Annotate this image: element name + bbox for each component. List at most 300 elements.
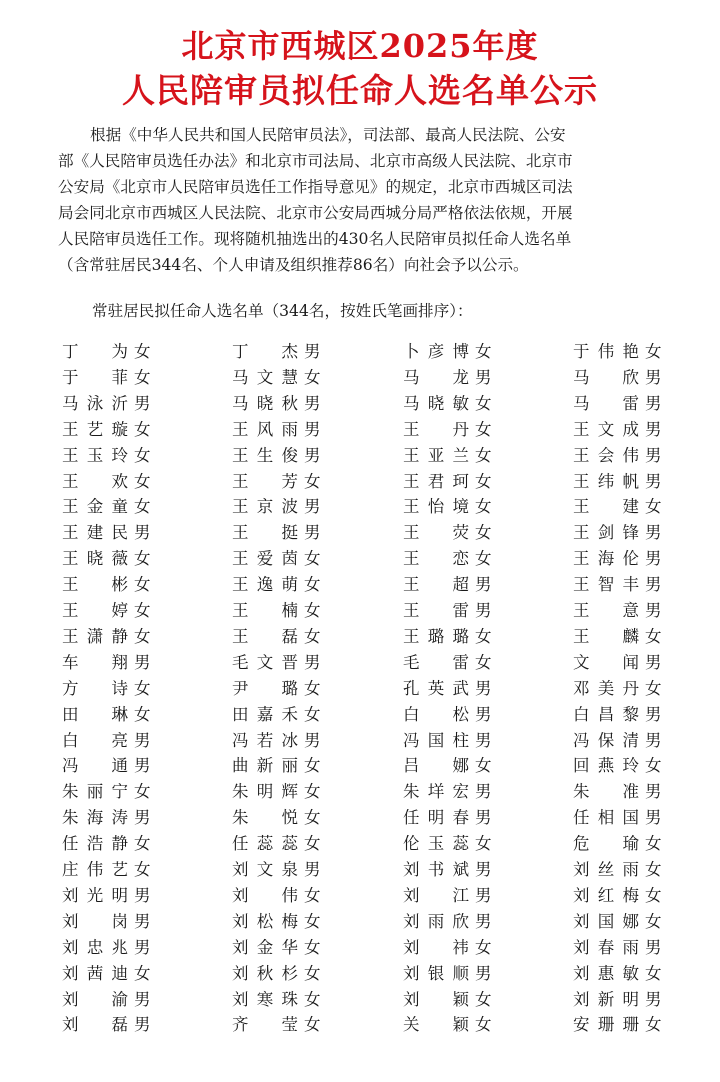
candidate-gender: 女 — [304, 549, 321, 569]
list-item — [62, 469, 151, 495]
candidate-name: 刘光明 — [62, 885, 128, 905]
candidate-name: 丁 为 — [62, 342, 128, 361]
candidate-name: 方 诗 — [62, 678, 128, 698]
candidate-name: 马 雷 — [573, 393, 639, 413]
list-item — [403, 546, 492, 572]
intro-paragraph — [58, 122, 668, 278]
candidate-gender: 女 — [134, 704, 151, 724]
candidate-name: 王海伦 — [573, 549, 639, 569]
candidate-name: 王璐璐 — [403, 626, 469, 646]
candidate-name: 刘 祎 — [403, 937, 469, 957]
candidate-name: 文 闻 — [573, 652, 639, 672]
candidate-name: 白 亮 — [62, 730, 128, 750]
candidate-name: 马文慧 — [232, 367, 298, 387]
candidate-name: 王 麟 — [573, 626, 639, 646]
list-item — [573, 805, 662, 831]
candidate-name: 刘红梅 — [573, 885, 639, 905]
candidate-gender: 女 — [645, 860, 662, 879]
list-item — [403, 702, 492, 728]
candidate-gender: 男 — [645, 445, 662, 465]
candidate-gender: 男 — [475, 367, 492, 387]
list-item — [403, 728, 492, 754]
candidate-gender: 女 — [475, 419, 492, 439]
list-item — [232, 391, 321, 417]
candidate-name: 王 磊 — [232, 626, 298, 646]
candidate-gender: 男 — [475, 678, 492, 698]
candidate-gender: 女 — [134, 419, 151, 439]
list-item — [403, 676, 492, 702]
candidate-gender: 女 — [134, 601, 151, 620]
candidate-gender: 女 — [475, 393, 492, 413]
candidate-gender: 男 — [645, 730, 662, 750]
list-item — [232, 779, 321, 805]
candidate-name: 王金童 — [62, 497, 128, 517]
candidate-gender: 男 — [304, 523, 321, 543]
candidate-name: 齐 莹 — [232, 1015, 298, 1035]
candidate-name: 刘寒珠 — [232, 989, 298, 1009]
candidate-gender: 女 — [304, 782, 321, 802]
candidate-gender: 男 — [304, 342, 321, 361]
list-item — [62, 987, 151, 1013]
candidate-name: 马 龙 — [403, 367, 469, 387]
candidate-gender: 女 — [475, 937, 492, 957]
list-item — [232, 753, 321, 779]
candidate-name: 朱丽宁 — [62, 782, 128, 802]
candidate-gender: 女 — [475, 497, 492, 517]
candidate-name: 尹 璐 — [232, 678, 298, 698]
list-item — [573, 831, 662, 857]
list-item — [403, 365, 492, 391]
intro-line: （含常驻居民344名、个人申请及组织推荐86名）向社会予以公示。 — [58, 256, 529, 274]
candidate-name: 冯若冰 — [232, 730, 298, 750]
candidate-name: 王怡境 — [403, 497, 469, 517]
list-item — [62, 883, 151, 909]
candidate-name: 刘文泉 — [232, 860, 298, 879]
candidate-name: 毛 雷 — [403, 652, 469, 672]
candidate-name: 刘银顺 — [403, 963, 469, 983]
candidate-name: 王爱茵 — [232, 549, 298, 569]
candidate-gender: 男 — [645, 808, 662, 828]
list-item — [232, 702, 321, 728]
list-item — [62, 494, 151, 520]
candidate-gender: 女 — [475, 652, 492, 672]
candidate-name: 刘 颖 — [403, 989, 469, 1009]
list-item — [232, 520, 321, 546]
candidate-gender: 男 — [645, 367, 662, 387]
list-item — [62, 728, 151, 754]
candidate-gender: 女 — [645, 834, 662, 854]
list-item — [403, 494, 492, 520]
candidate-name: 于 菲 — [62, 367, 128, 387]
candidate-name: 王 雷 — [403, 601, 469, 620]
candidate-gender: 女 — [134, 575, 151, 595]
list-item — [573, 1012, 662, 1038]
candidate-name: 刘雨欣 — [403, 911, 469, 931]
candidate-gender: 女 — [134, 678, 151, 698]
intro-line: 部《人民陪审员选任办法》和北京市司法局、北京市高级人民法院、北京市 — [58, 152, 573, 170]
list-item — [232, 598, 321, 624]
candidate-name: 王智丰 — [573, 575, 639, 595]
list-item — [403, 443, 492, 469]
candidate-gender: 男 — [475, 885, 492, 905]
list-item — [403, 753, 492, 779]
list-item — [403, 961, 492, 987]
candidate-gender: 女 — [134, 497, 151, 517]
candidate-gender: 女 — [304, 834, 321, 854]
list-item — [62, 676, 151, 702]
candidate-gender: 女 — [304, 937, 321, 957]
candidate-name: 王晓薇 — [62, 549, 128, 569]
candidate-gender: 女 — [304, 885, 321, 905]
list-item — [62, 779, 151, 805]
list-item — [403, 987, 492, 1013]
candidate-gender: 女 — [134, 626, 151, 646]
list-item — [232, 909, 321, 935]
candidate-gender: 男 — [134, 523, 151, 543]
candidate-gender: 女 — [304, 601, 321, 620]
list-item — [403, 391, 492, 417]
list-item — [403, 779, 492, 805]
candidate-name: 刘金华 — [232, 937, 298, 957]
candidate-name: 王 超 — [403, 575, 469, 595]
list-item — [62, 935, 151, 961]
list-item — [62, 365, 151, 391]
candidate-gender: 男 — [134, 808, 151, 828]
candidate-gender: 女 — [475, 1015, 492, 1035]
list-item — [573, 909, 662, 935]
candidate-gender: 女 — [645, 911, 662, 931]
candidate-gender: 男 — [645, 393, 662, 413]
list-item — [573, 391, 662, 417]
candidate-gender: 男 — [645, 419, 662, 439]
candidate-gender: 男 — [134, 393, 151, 413]
list-item — [232, 961, 321, 987]
candidate-gender: 女 — [304, 704, 321, 724]
list-item — [62, 805, 151, 831]
list-item — [403, 883, 492, 909]
candidate-gender: 女 — [475, 756, 492, 776]
list-item — [62, 909, 151, 935]
candidate-name: 朱 准 — [573, 782, 639, 802]
candidate-gender: 男 — [134, 1015, 151, 1035]
list-item — [232, 339, 321, 365]
candidate-gender: 女 — [304, 367, 321, 387]
candidate-gender: 女 — [304, 963, 321, 983]
candidate-name: 刘丝雨 — [573, 860, 639, 879]
list-item — [573, 650, 662, 676]
candidate-name: 任明春 — [403, 808, 469, 828]
list-item — [573, 779, 662, 805]
list-item — [573, 469, 662, 495]
list-item — [232, 805, 321, 831]
candidate-gender: 女 — [645, 497, 662, 517]
candidate-gender: 女 — [645, 678, 662, 698]
list-item — [232, 546, 321, 572]
list-item — [62, 1012, 151, 1038]
list-item — [62, 443, 151, 469]
candidate-gender: 男 — [304, 730, 321, 750]
candidate-name: 王文成 — [573, 419, 639, 439]
list-item — [573, 546, 662, 572]
list-item — [62, 624, 151, 650]
intro-line: 公安局《北京市人民陪审员选任工作指导意见》的规定，北京市西城区司法 — [58, 178, 573, 196]
candidate-name: 车 翔 — [62, 652, 128, 672]
list-item — [573, 728, 662, 754]
candidate-name: 朱 悦 — [232, 808, 298, 828]
list-item — [403, 1012, 492, 1038]
candidate-name: 刘新明 — [573, 989, 639, 1009]
candidate-name: 王潇静 — [62, 626, 128, 646]
candidate-name: 王 荧 — [403, 523, 469, 543]
list-item — [573, 702, 662, 728]
candidate-gender: 女 — [475, 523, 492, 543]
candidate-name: 回燕玲 — [573, 756, 639, 776]
candidate-gender: 男 — [475, 782, 492, 802]
list-item — [573, 443, 662, 469]
candidate-gender: 女 — [475, 445, 492, 465]
candidate-name: 刘 岗 — [62, 911, 128, 931]
list-item — [573, 935, 662, 961]
candidate-gender: 男 — [645, 575, 662, 595]
candidate-gender: 男 — [475, 860, 492, 879]
page-title-line-1: 北京市西城区2025年度 — [181, 27, 539, 65]
candidate-gender: 男 — [304, 393, 321, 413]
candidate-name: 任相国 — [573, 808, 639, 828]
candidate-name: 冯国柱 — [403, 730, 469, 750]
candidate-name: 冯 通 — [62, 756, 128, 776]
candidate-gender: 男 — [134, 911, 151, 931]
candidate-gender: 男 — [304, 445, 321, 465]
list-item — [403, 650, 492, 676]
page-title-line-2: 人民陪审员拟任命人选名单公示 — [122, 71, 598, 110]
candidate-gender: 女 — [475, 989, 492, 1009]
list-item — [62, 546, 151, 572]
candidate-name: 白 松 — [403, 704, 469, 724]
candidate-name: 丁 杰 — [232, 342, 298, 361]
list-item — [403, 831, 492, 857]
candidate-name: 王逸萌 — [232, 575, 298, 595]
list-heading: 常驻居民拟任命人选名单（344名，按姓氏笔画排序）： — [92, 302, 473, 320]
candidate-gender: 女 — [304, 678, 321, 698]
list-item — [403, 857, 492, 883]
list-item — [62, 857, 151, 883]
list-item — [62, 391, 151, 417]
list-item — [573, 520, 662, 546]
candidate-gender: 女 — [134, 445, 151, 465]
candidate-name: 王剑锋 — [573, 523, 639, 543]
candidate-gender: 男 — [645, 782, 662, 802]
list-item — [232, 365, 321, 391]
candidate-gender: 女 — [304, 471, 321, 491]
candidate-gender: 女 — [475, 549, 492, 569]
candidate-name: 邓美丹 — [573, 678, 639, 698]
list-item — [62, 702, 151, 728]
candidate-name: 王 楠 — [232, 601, 298, 620]
list-item — [232, 883, 321, 909]
candidate-name: 伦玉蕊 — [403, 834, 469, 854]
list-item — [232, 857, 321, 883]
candidate-name: 关 颖 — [403, 1015, 469, 1035]
candidate-gender: 女 — [645, 342, 662, 361]
candidate-name: 刘 渝 — [62, 989, 128, 1009]
list-item — [403, 417, 492, 443]
candidate-gender: 女 — [134, 782, 151, 802]
candidate-name: 卜彦博 — [403, 342, 469, 361]
list-item — [573, 339, 662, 365]
candidate-name: 刘 江 — [403, 885, 469, 905]
list-item — [62, 339, 151, 365]
candidate-gender: 男 — [134, 652, 151, 672]
candidate-name: 王会伟 — [573, 445, 639, 465]
list-item — [573, 961, 662, 987]
candidate-name: 王 挺 — [232, 523, 298, 543]
candidate-gender: 男 — [475, 601, 492, 620]
candidate-name: 王生俊 — [232, 445, 298, 465]
candidate-name: 刘国娜 — [573, 911, 639, 931]
candidate-name: 王京波 — [232, 497, 298, 517]
candidate-name: 王 恋 — [403, 549, 469, 569]
list-item — [403, 469, 492, 495]
candidate-gender: 男 — [645, 989, 662, 1009]
list-item — [62, 650, 151, 676]
candidate-name: 马泳沂 — [62, 393, 128, 413]
candidate-name: 王亚兰 — [403, 445, 469, 465]
candidate-gender: 女 — [475, 342, 492, 361]
candidate-gender: 男 — [645, 471, 662, 491]
list-item — [403, 909, 492, 935]
list-item — [62, 598, 151, 624]
candidate-gender: 男 — [645, 704, 662, 724]
list-item — [232, 417, 321, 443]
list-item — [573, 753, 662, 779]
candidate-name: 白昌黎 — [573, 704, 639, 724]
candidate-name: 朱海涛 — [62, 808, 128, 828]
candidate-gender: 男 — [645, 523, 662, 543]
list-item — [403, 598, 492, 624]
candidate-gender: 女 — [304, 989, 321, 1009]
candidate-gender: 男 — [304, 652, 321, 672]
list-item — [573, 676, 662, 702]
candidate-gender: 男 — [475, 730, 492, 750]
list-item — [232, 469, 321, 495]
candidate-gender: 女 — [304, 575, 321, 595]
candidate-name: 王玉玲 — [62, 445, 128, 465]
list-item — [573, 624, 662, 650]
list-item — [232, 624, 321, 650]
intro-line: 根据《中华人民共和国人民陪审员法》，司法部、最高人民法院、公安 — [90, 126, 566, 144]
candidate-name: 毛文晋 — [232, 652, 298, 672]
candidate-gender: 男 — [645, 937, 662, 957]
candidate-gender: 女 — [304, 808, 321, 828]
candidate-gender: 男 — [475, 911, 492, 931]
list-item — [232, 728, 321, 754]
list-item — [403, 805, 492, 831]
list-item — [62, 572, 151, 598]
candidate-name: 朱明辉 — [232, 782, 298, 802]
candidate-gender: 女 — [475, 471, 492, 491]
candidate-name: 孔英武 — [403, 678, 469, 698]
candidate-name: 王 芳 — [232, 471, 298, 491]
list-item — [62, 961, 151, 987]
candidate-gender: 男 — [304, 419, 321, 439]
candidate-gender: 男 — [475, 963, 492, 983]
candidate-name: 刘秋杉 — [232, 963, 298, 983]
candidate-name: 任浩静 — [62, 834, 128, 854]
list-item — [573, 494, 662, 520]
candidate-gender: 女 — [134, 860, 151, 879]
candidate-name: 王 彬 — [62, 575, 128, 595]
candidate-gender: 女 — [134, 471, 151, 491]
candidate-name: 王 建 — [573, 497, 639, 517]
list-item — [232, 494, 321, 520]
candidate-name: 王建民 — [62, 523, 128, 543]
list-item — [232, 572, 321, 598]
candidate-name: 王风雨 — [232, 419, 298, 439]
candidate-gender: 男 — [304, 497, 321, 517]
candidate-name: 朱垟宏 — [403, 782, 469, 802]
candidate-name: 田嘉禾 — [232, 704, 298, 724]
candidate-gender: 女 — [304, 1015, 321, 1035]
list-item — [232, 987, 321, 1013]
candidate-name: 吕 娜 — [403, 756, 469, 776]
candidate-name: 任蕊蕊 — [232, 834, 298, 854]
candidate-gender: 男 — [475, 808, 492, 828]
candidate-name: 王 意 — [573, 601, 639, 620]
candidate-name: 刘茜迪 — [62, 963, 128, 983]
list-item — [573, 987, 662, 1013]
list-item — [403, 935, 492, 961]
candidate-gender: 女 — [645, 756, 662, 776]
candidate-name: 于伟艳 — [573, 342, 639, 361]
candidate-name: 刘书斌 — [403, 860, 469, 879]
candidate-gender: 男 — [475, 575, 492, 595]
list-item — [573, 572, 662, 598]
candidate-name: 刘 磊 — [62, 1015, 128, 1035]
candidate-name: 马 欣 — [573, 367, 639, 387]
candidate-gender: 女 — [645, 1015, 662, 1035]
list-item — [232, 831, 321, 857]
candidate-name: 安珊珊 — [573, 1015, 639, 1035]
list-item — [62, 520, 151, 546]
list-item — [573, 857, 662, 883]
candidate-gender: 男 — [645, 601, 662, 620]
candidate-gender: 男 — [134, 989, 151, 1009]
candidate-name: 曲新丽 — [232, 756, 298, 776]
list-item — [403, 520, 492, 546]
candidate-name: 王君珂 — [403, 471, 469, 491]
candidate-gender: 男 — [475, 704, 492, 724]
candidate-name: 马晓敏 — [403, 393, 469, 413]
candidate-gender: 女 — [475, 834, 492, 854]
candidate-name: 危 瑜 — [573, 834, 639, 854]
candidate-name: 王 丹 — [403, 419, 469, 439]
candidate-gender: 女 — [304, 626, 321, 646]
candidate-gender: 女 — [134, 834, 151, 854]
candidate-name: 王艺璇 — [62, 419, 128, 439]
candidate-gender: 女 — [134, 367, 151, 387]
candidate-gender: 女 — [134, 342, 151, 361]
candidate-gender: 女 — [134, 963, 151, 983]
candidate-gender: 女 — [645, 626, 662, 646]
list-item — [573, 365, 662, 391]
list-item — [403, 339, 492, 365]
candidate-gender: 男 — [304, 860, 321, 879]
list-item — [573, 598, 662, 624]
list-item — [62, 753, 151, 779]
candidate-name: 王 欢 — [62, 471, 128, 491]
intro-line: 人民陪审员选任工作。现将随机抽选出的430名人民陪审员拟任命人选名单 — [58, 230, 572, 248]
candidate-gender: 男 — [645, 652, 662, 672]
